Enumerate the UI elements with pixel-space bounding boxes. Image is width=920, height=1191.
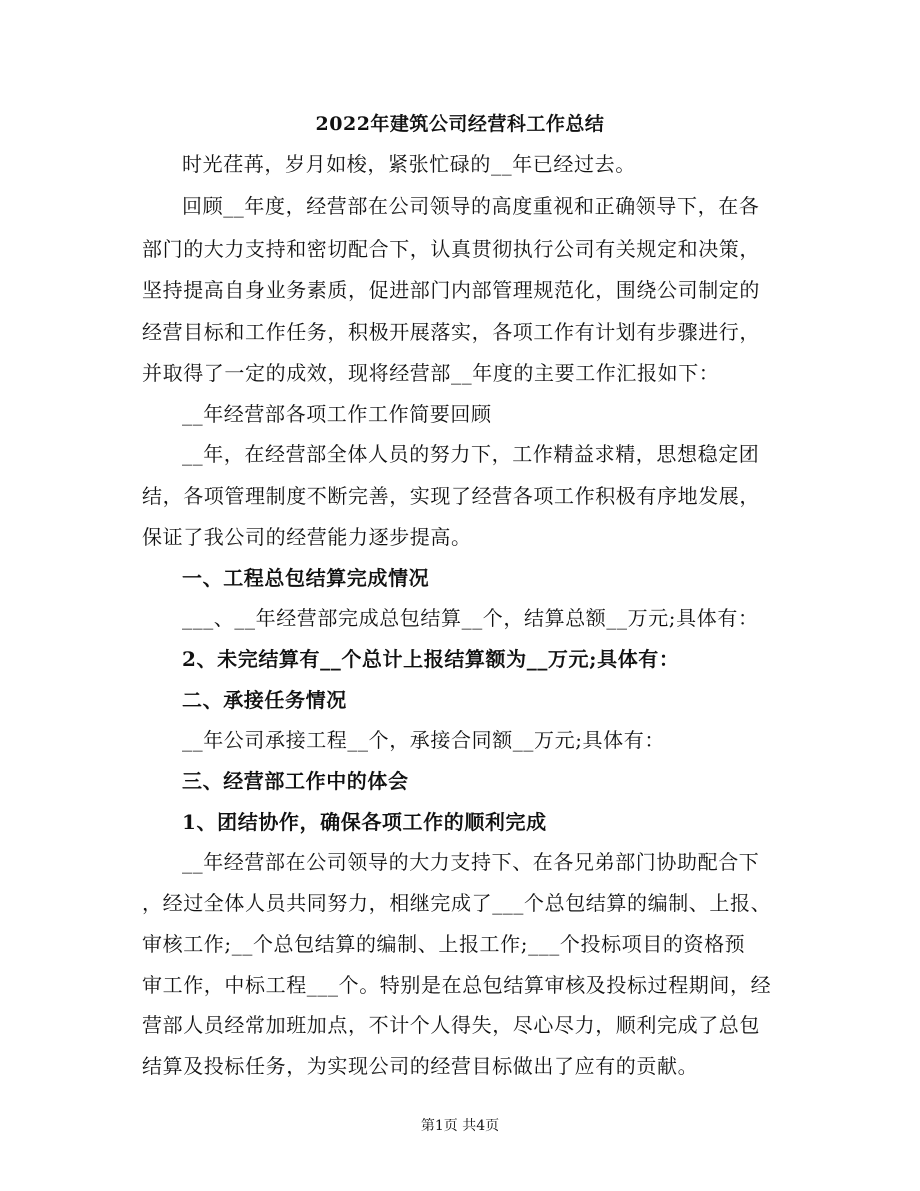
paragraph-line: ___、__年经营部完成总包结算__个，结算总额__万元;具体有： bbox=[182, 606, 759, 630]
paragraph-line: 坚持提高自身业务素质，促进部门内部管理规范化，围绕公司制定的 bbox=[142, 278, 760, 302]
paragraph-line: __年经营部在公司领导的大力支持下、在各兄弟部门协助配合下 bbox=[182, 850, 760, 874]
paragraph-line: 审工作，中标工程___个。特别是在总包结算审核及投标过程期间，经 bbox=[142, 973, 772, 997]
paragraph-line: 保证了我公司的经营能力逐步提高。 bbox=[142, 525, 472, 549]
section-heading: 三、经营部工作中的体会 bbox=[182, 769, 409, 793]
paragraph-line: 时光荏苒，岁月如梭，紧张忙碌的__年已经过去。 bbox=[182, 152, 636, 176]
paragraph-line: 结算及投标任务，为实现公司的经营目标做出了应有的贡献。 bbox=[142, 1054, 699, 1078]
section-heading: 2、未完结算有__个总计上报结算额为__万元;具体有： bbox=[182, 647, 680, 671]
paragraph-line: ，经过全体人员共同努力，相继完成了___个总包结算的编制、上报、 bbox=[142, 891, 772, 915]
section-heading: 一、工程总包结算完成情况 bbox=[182, 566, 430, 590]
document-title: 2022年建筑公司经营科工作总结 bbox=[315, 113, 605, 135]
paragraph-line: 结，各项管理制度不断完善，实现了经营各项工作积极有序地发展， bbox=[142, 484, 760, 508]
paragraph-line: __年，在经营部全体人员的努力下，工作精益求精，思想稳定团 bbox=[182, 442, 760, 466]
paragraph-line: 营部人员经常加班加点，不计个人得失，尽心尽力，顺利完成了总包 bbox=[142, 1013, 760, 1037]
paragraph-line: 经营目标和工作任务，积极开展落实，各项工作有计划有步骤进行， bbox=[142, 320, 760, 344]
paragraph-line: __年经营部各项工作工作简要回顾 bbox=[182, 402, 492, 426]
paragraph-line: 审核工作;__个总包结算的编制、上报工作;___个投标项目的资格预 bbox=[142, 932, 746, 956]
section-heading: 二、承接任务情况 bbox=[182, 688, 347, 712]
section-heading: 1、团结协作，确保各项工作的顺利完成 bbox=[182, 810, 547, 834]
paragraph-line: 部门的大力支持和密切配合下，认真贯彻执行公司有关规定和决策， bbox=[142, 237, 760, 261]
paragraph-line: 并取得了一定的成效，现将经营部__年度的主要工作汇报如下： bbox=[142, 361, 720, 385]
paragraph-line: 回顾__年度，经营部在公司领导的高度重视和正确领导下，在各 bbox=[182, 194, 760, 218]
paragraph-line: __年公司承接工程__个，承接合同额__万元;具体有： bbox=[182, 728, 665, 752]
page-footer: 第1页 共4页 bbox=[420, 1118, 500, 1134]
